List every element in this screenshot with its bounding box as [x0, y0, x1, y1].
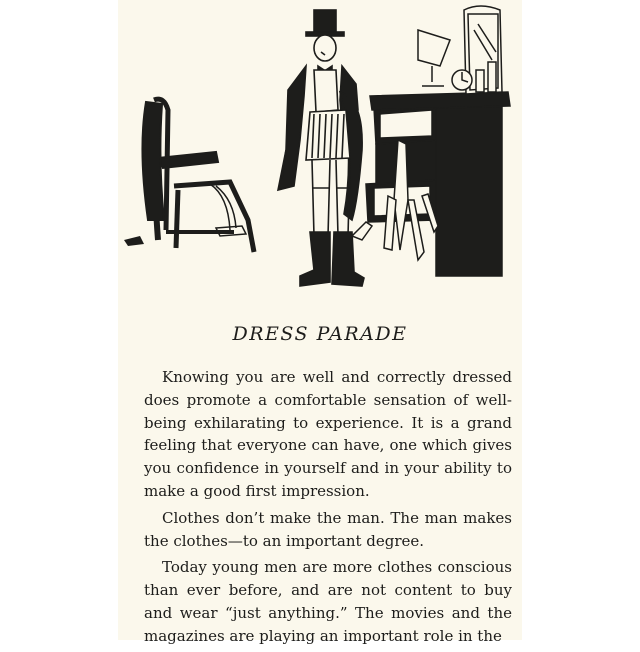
paragraph-1: Knowing you are well and correctly dressed does promote a comfortable sensation of well-being exhilarating to experience. It is a grand feeling that everyone can have, one which gives you confidence in yourself and in your ability to make a good first impression.	[144, 368, 512, 500]
dresser-drawing	[352, 6, 510, 276]
floor-items-left	[124, 226, 246, 246]
paragraph-2: Clothes don’t make the man. The man makes the clothes—to an important degree.	[144, 508, 512, 550]
body-text	[144, 366, 512, 652]
book-page	[118, 0, 522, 645]
chair-drawing	[142, 99, 254, 252]
man-figure	[278, 10, 364, 286]
dress-parade-illustration	[118, 0, 522, 300]
paragraph-3: Today young men are more clothes conscious than ever before, and are not content to buy and wear “just anything.” The movies and the magazines are playing an important role in the	[144, 558, 512, 645]
section-heading: DRESS PARADE	[232, 323, 408, 345]
